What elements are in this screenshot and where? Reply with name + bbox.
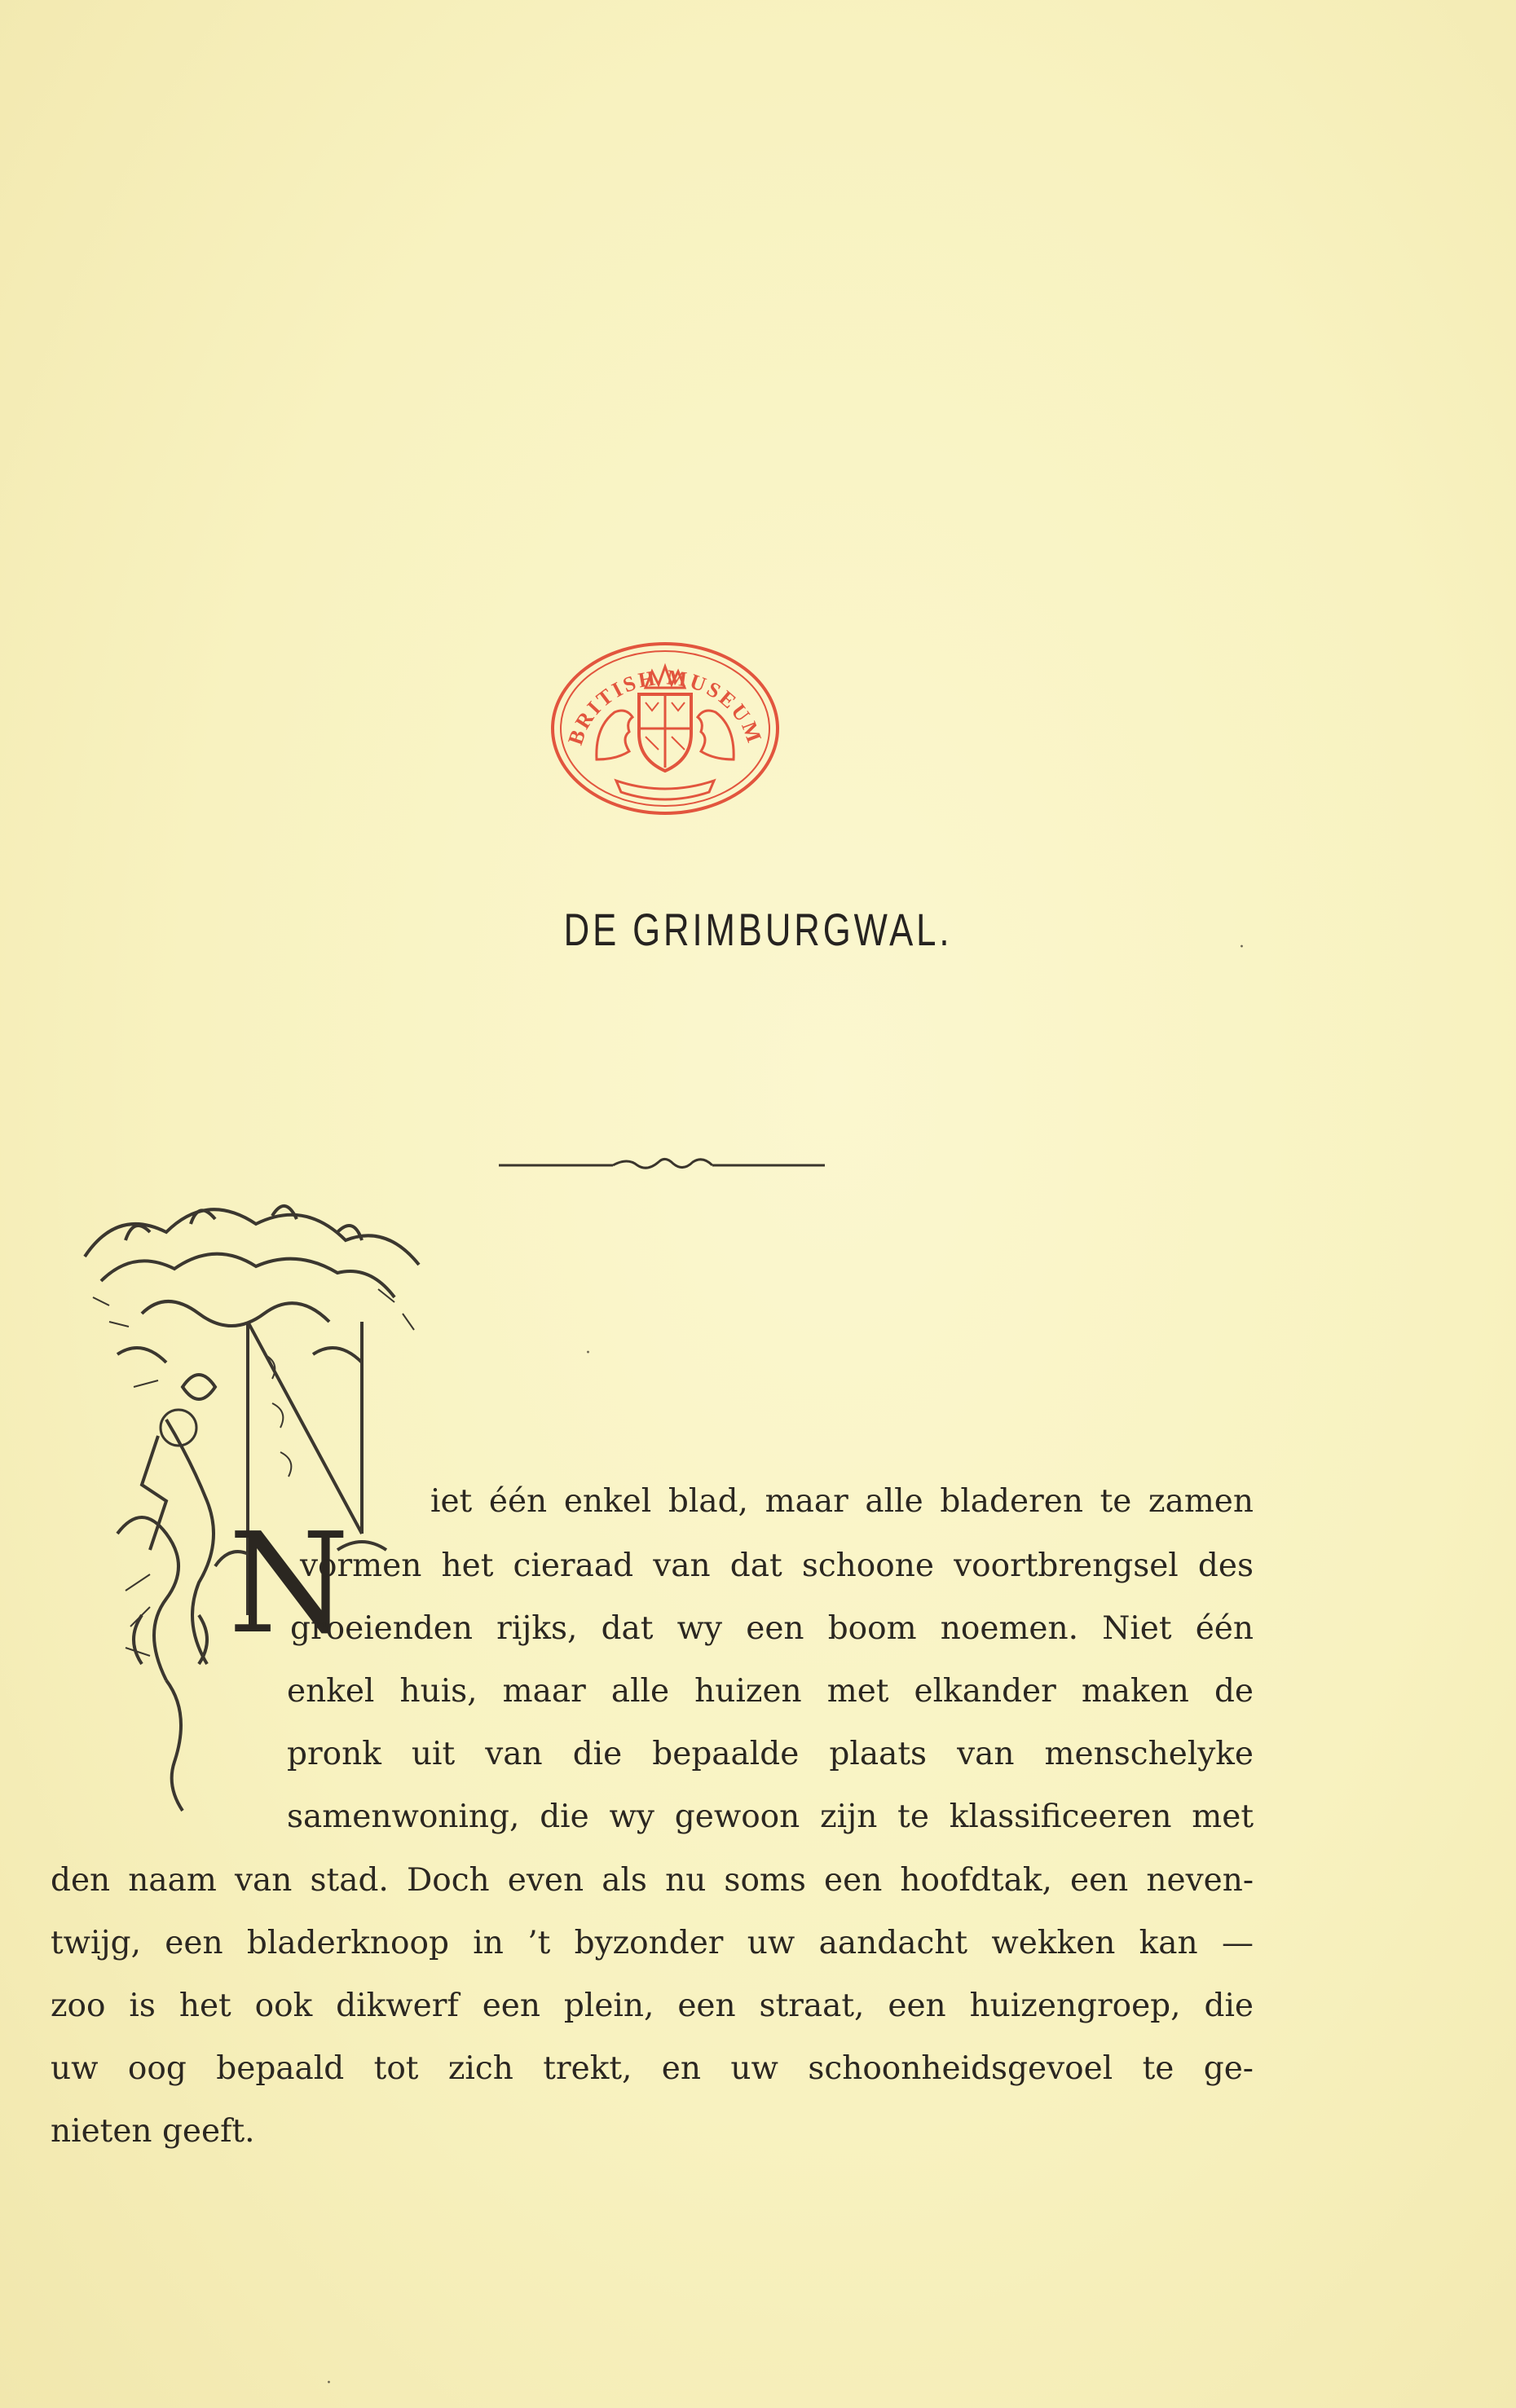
stamp-text: BRITISH MUSEUM	[563, 665, 767, 748]
initial-letter: N	[228, 1503, 350, 1665]
paragraph-line: vormen het cieraad van dat schoone voortbrengsel des	[300, 1547, 1254, 1584]
paragraph-line: iet één enkel blad, maar alle bladeren te zamen	[430, 1483, 1254, 1520]
paper-speck: ·	[1239, 937, 1245, 957]
paragraph-line: zoo is het ook dikwerf een plein, een straat, een huizengroep, die	[51, 1988, 1254, 2024]
paper-speck: ·	[585, 1343, 591, 1363]
paragraph-line: groeienden rijks, dat wy een boom noemen. Niet één	[290, 1610, 1254, 1647]
paragraph-line: pronk uit van die bepaalde plaats van menschelyke	[287, 1736, 1254, 1772]
paragraph-line: nieten geeft.	[51, 2113, 255, 2150]
paragraph-line: enkel huis, maar alle huizen met elkander maken de	[287, 1673, 1254, 1710]
chapter-title: DE GRIMBURGWAL.	[563, 904, 953, 955]
paragraph-line: samenwoning, die wy gewoon zijn te klassificeeren met	[287, 1798, 1254, 1835]
paper-speck: ·	[326, 2373, 332, 2393]
paragraph-line: twijg, een bladerknoop in ’t byzonder uw aandacht wekken kan —	[51, 1925, 1254, 1961]
paragraph-line: den naam van stad. Doch even als nu soms een hoofdtak, een neven-	[51, 1862, 1254, 1899]
paragraph-line: uw oog bepaald tot zich trekt, en uw schoonheidsgevoel te ge-	[51, 2050, 1254, 2087]
